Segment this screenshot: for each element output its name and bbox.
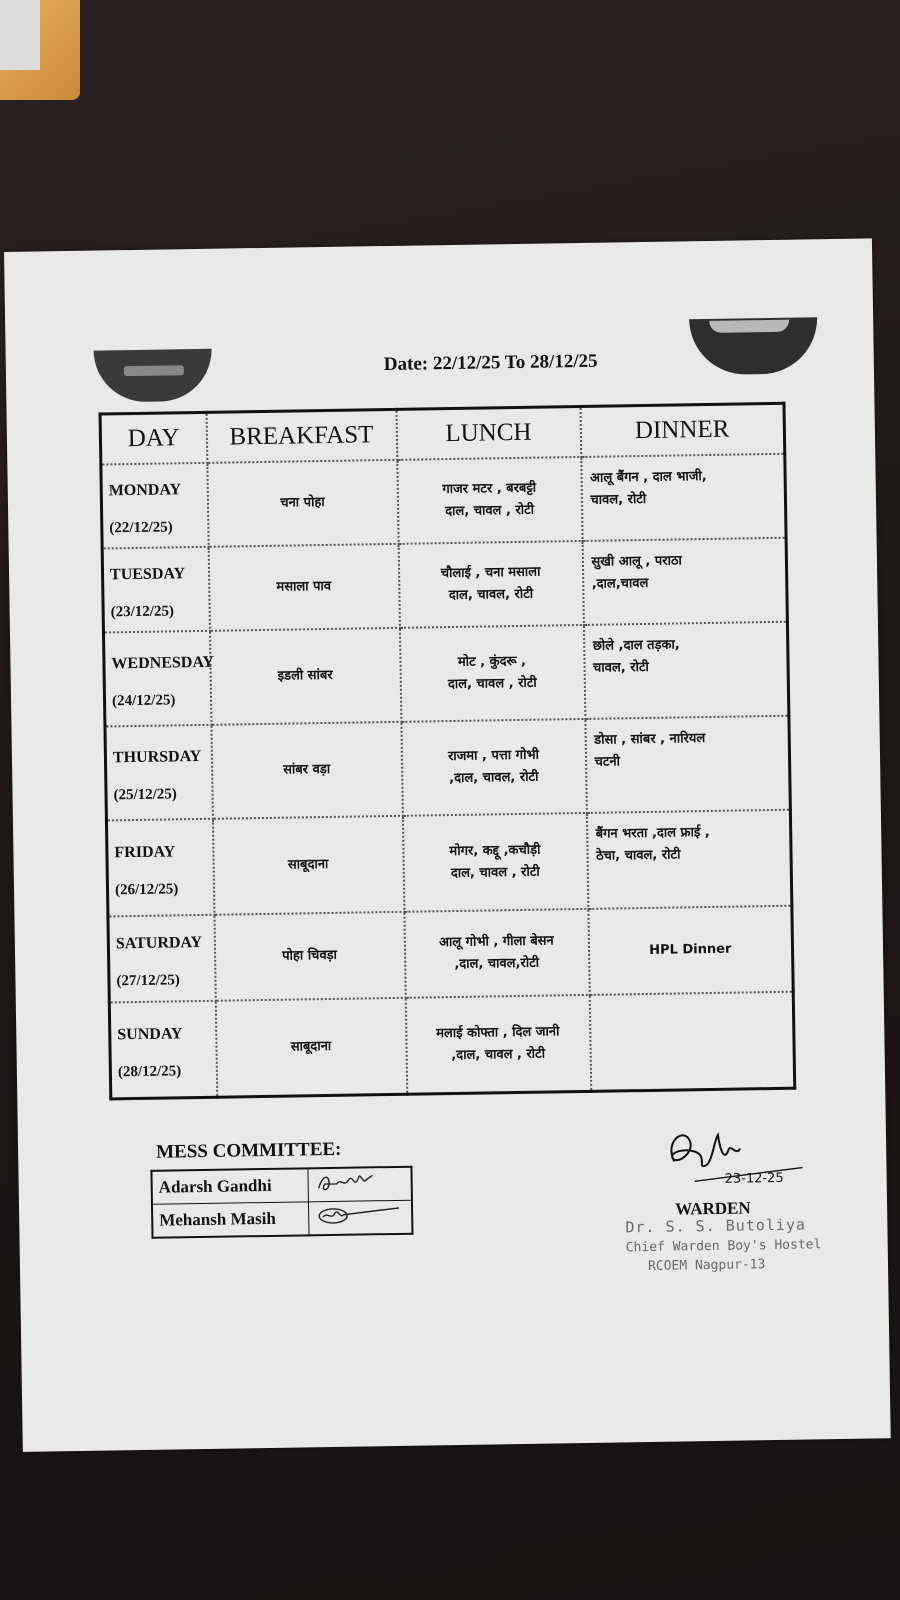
dinner-line: आलू बैंगन , दाल भाजी, (590, 468, 707, 486)
header-lunch: LUNCH (396, 406, 581, 459)
dinner-cell (586, 810, 791, 909)
menu-table (99, 402, 797, 1101)
table-row (106, 810, 791, 917)
table-row (152, 1200, 412, 1238)
header-dinner: DINNER (580, 403, 785, 457)
dinner-cell (588, 906, 793, 995)
day-name: WEDNESDAY (111, 653, 215, 673)
envelope-card (0, 0, 40, 70)
date-range: Date: 22/12/25 To 28/12/25 (383, 350, 598, 376)
day-cell (102, 547, 209, 633)
stamp-name: Dr. S. S. Butoliya (625, 1215, 807, 1237)
dinner-cell (585, 716, 790, 813)
lunch-cell (405, 995, 590, 1094)
dinner-cell-empty (589, 992, 794, 1091)
dinner-line: ,दाल,चावल (591, 576, 649, 592)
committee-title: MESS COMMITTEE: (155, 1138, 342, 1163)
stamp-title: Chief Warden Boy's Hostel (625, 1237, 822, 1256)
breakfast-cell: साबूदाना (212, 816, 403, 915)
dinner-line: ठेचा, चावल, रोटी (595, 847, 681, 865)
day-name: SUNDAY (117, 1024, 183, 1044)
day-cell (101, 463, 208, 549)
member-name: Mehansh Masih (152, 1202, 309, 1238)
college-logo-right-icon (689, 317, 818, 375)
lunch-cell (402, 813, 587, 912)
lunch-cell (398, 541, 583, 628)
dinner-cell (582, 538, 787, 625)
lunch-line: मलाई कोफ्ता , दिल जानी (436, 1024, 560, 1042)
header-breakfast: BREAKFAST (206, 409, 397, 462)
day-name: MONDAY (108, 480, 182, 499)
lunch-cell (404, 909, 589, 998)
day-name: THURSDAY (112, 747, 202, 767)
day-cell (109, 1001, 216, 1099)
dinner-cell (583, 622, 788, 719)
breakfast-cell: साबूदाना (215, 998, 406, 1097)
dinner-line: बैंगन भरता ,दाल फ्राई , (595, 825, 710, 843)
breakfast-cell: इडली सांबर (209, 628, 400, 725)
lunch-line: दाल, चावल, रोटी (448, 586, 534, 604)
day-date: (24/12/25) (111, 692, 176, 710)
day-name: FRIDAY (114, 843, 176, 862)
committee-table (150, 1166, 413, 1239)
dinner-line: डोसा , सांबर , नारियल (594, 731, 706, 748)
day-date: (25/12/25) (113, 786, 177, 804)
stamp-address: RCOEM Nagpur-13 (647, 1256, 766, 1274)
lunch-line: ,दाल, चावल, रोटी (449, 769, 539, 787)
warden-sign-date: 23-12-25 (724, 1170, 784, 1187)
header-day: DAY (100, 412, 207, 464)
lunch-line: राजमा , पत्ता गोभी (447, 747, 540, 765)
dinner-line: चावल, रोटी (592, 660, 649, 677)
signature-icon (315, 1201, 401, 1228)
lunch-cell (401, 719, 586, 816)
warden-label: WARDEN (674, 1198, 751, 1219)
member-name: Adarsh Gandhi (151, 1168, 308, 1204)
dinner-line: सुखी आलू , पराठा (591, 553, 682, 570)
day-cell (108, 915, 215, 1003)
signature-icon (314, 1168, 394, 1195)
dinner-line: छोले ,दाल तड़का, (592, 637, 680, 654)
lunch-line: दाल, चावल , रोटी (447, 675, 537, 693)
breakfast-cell: सांबर वड़ा (211, 722, 402, 819)
lunch-line: दाल, चावल , रोटी (445, 502, 535, 520)
lunch-line: चौलाई , चना मसाला (440, 564, 541, 582)
lunch-line: आलू गोभी , गीला बेसन (438, 933, 554, 951)
dinner-line: चटनी (594, 754, 621, 771)
lunch-line: ,दाल, चावल,रोटी (454, 956, 540, 973)
table-row (101, 454, 786, 549)
table-row (109, 992, 794, 1099)
lunch-cell (399, 625, 584, 722)
day-date: (22/12/25) (109, 518, 173, 536)
breakfast-cell: पोहा चिवड़ा (214, 912, 405, 1001)
lunch-line: मोगर, कद्दू ,कचौड़ी (449, 842, 541, 860)
table-row (102, 538, 787, 633)
day-cell (103, 631, 215, 727)
warden-signature-icon (654, 1120, 805, 1192)
table-row (151, 1167, 411, 1205)
member-signature (308, 1200, 412, 1235)
lunch-line: मोट , कुंदरू , (457, 653, 527, 670)
day-date: (26/12/25) (114, 881, 179, 899)
table-row (108, 906, 793, 1003)
day-cell (106, 819, 213, 917)
day-name: TUESDAY (109, 564, 186, 583)
college-logo-left-icon (94, 349, 213, 403)
member-signature (308, 1167, 412, 1202)
menu-sheet (4, 238, 891, 1451)
breakfast-cell: मसाला पाव (208, 544, 399, 631)
table-row (105, 716, 790, 821)
dinner-cell (581, 454, 786, 541)
table-row (103, 622, 788, 727)
day-date: (27/12/25) (116, 972, 180, 990)
day-cell (105, 725, 212, 821)
lunch-line: ,दाल, चावल , रोटी (451, 1046, 546, 1064)
warden-stamp (625, 1214, 822, 1277)
lunch-line: गाजर मटर , बरबट्टी (442, 480, 537, 498)
lunch-cell (397, 457, 582, 544)
envelope-corner (0, 0, 80, 100)
day-date: (28/12/25) (117, 1063, 182, 1080)
lunch-line: दाल, चावल , रोटी (450, 864, 540, 882)
day-date: (23/12/25) (110, 602, 175, 620)
breakfast-cell: चना पोहा (207, 460, 398, 547)
day-name: SATURDAY (115, 933, 203, 953)
dinner-line: चावल, रोटी (590, 492, 647, 508)
dinner-line: HPL Dinner (649, 941, 732, 959)
